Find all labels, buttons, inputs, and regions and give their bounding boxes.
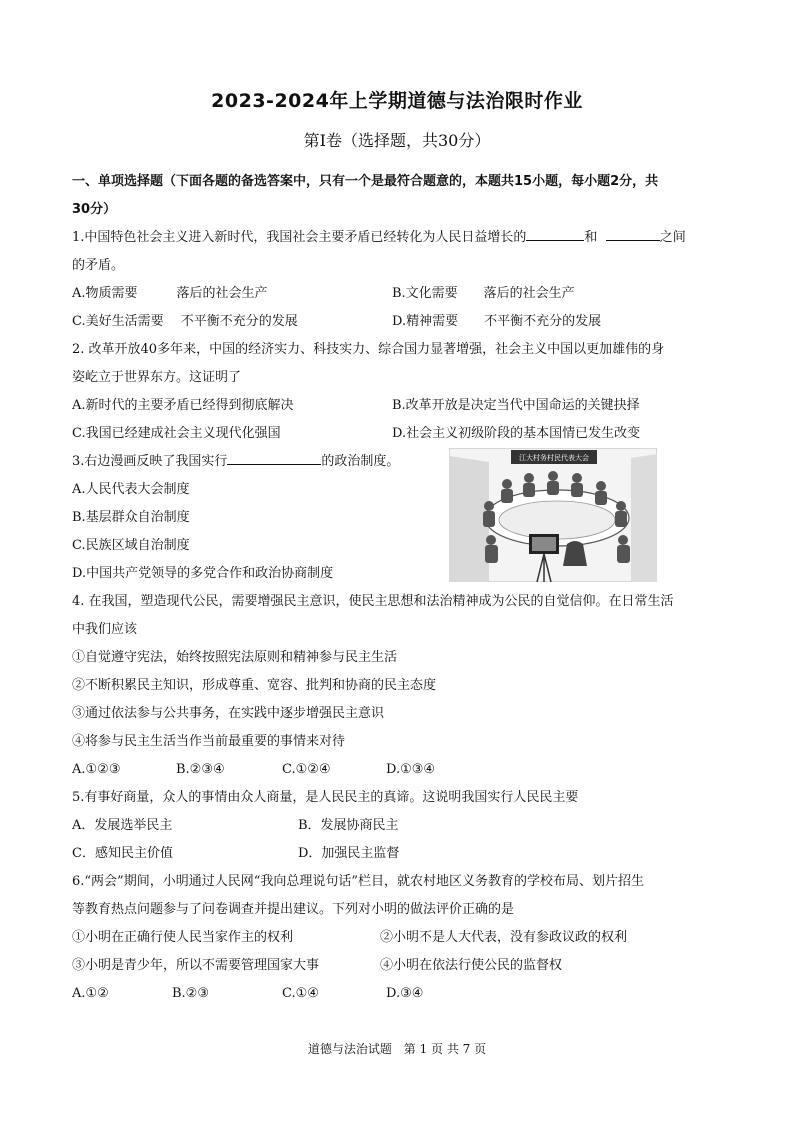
person-head: [484, 501, 494, 511]
footer-page-number: 第 1 页 共 7 页: [403, 1042, 487, 1056]
person-body: [547, 481, 559, 495]
option-b: B.改革开放是决定当代中国命运的关键抉择: [392, 398, 640, 413]
statement-2: ②小明不是人大代表，没有参政议政的权利: [380, 930, 628, 945]
question-1-stem: 1.中国特色社会主义进入新时代，我国社会主要矛盾已经转化为人民日益增长的 和 之间: [72, 224, 724, 252]
person-head: [548, 471, 558, 481]
question-2-options-row: [72, 420, 724, 448]
page-title: 2023-2024年上学期道德与法治限时作业: [211, 90, 583, 112]
option-b: B.基层群众自治制度: [72, 510, 190, 525]
statement-1: ①自觉遵守宪法，始终按照宪法原则和精神参与民主生活: [72, 650, 398, 665]
person-body: [485, 545, 498, 563]
option-b: B.②③④: [176, 762, 225, 777]
statement-1: ①小明在正确行使人民当家作主的权利: [72, 930, 294, 945]
question-6-stem-cont: 等教育热点问题参与了问卷调查并提出建议。下列对小明的做法评价正确的是: [72, 902, 515, 917]
statement-4: ④小明在依法行使公民的监督权: [380, 958, 563, 973]
option-b: B.文化需要 落后的社会生产: [392, 286, 575, 301]
camera-screen: [532, 537, 556, 551]
statement-3: ③小明是青少年，所以不需要管理国家大事: [72, 958, 320, 973]
person-head: [486, 535, 496, 545]
option-d: D.社会主义初级阶段的基本国情已发生改变: [392, 426, 641, 441]
question-4-stem-cont: 中我们应该: [72, 622, 138, 637]
option-d: D.①③④: [386, 762, 436, 777]
answer-blank: [606, 226, 660, 241]
village-meeting-cartoon: [449, 448, 657, 582]
option-d: D.中国共产党领导的多党合作和政治协商制度: [72, 566, 334, 581]
person-body: [595, 491, 607, 505]
person-head: [502, 479, 512, 489]
person-head: [524, 473, 534, 483]
question-5-options-row: [72, 812, 724, 840]
option-b: B.②③: [172, 986, 209, 1001]
page-footer: [0, 1040, 794, 1057]
person-body: [571, 483, 583, 497]
table-top: [499, 501, 615, 539]
option-c: C.美好生活需要 不平衡不充分的发展: [72, 314, 298, 329]
option-c: C.①②④: [282, 762, 331, 777]
option-a: A．发展选举民主: [72, 818, 173, 833]
exam-content: [72, 168, 724, 1008]
option-a: A.①②: [72, 986, 109, 1001]
question-2-options-row: [72, 392, 724, 420]
option-d: D．加强民主监督: [298, 846, 400, 861]
option-c: C.①④: [282, 986, 319, 1001]
question-5-stem: 5.有事好商量，众人的事情由众人商量，是人民民主的真谛。这说明我国实行人民民主要: [72, 790, 579, 805]
option-c: C.我国已经建成社会主义现代化强国: [72, 426, 281, 441]
question-6-stem: 6.“两会”期间，小明通过人民网“我向总理说句话”栏目，就农村地区义务教育的学校布局、划片招生: [72, 874, 644, 889]
option-d: D.精神需要 不平衡不充分的发展: [392, 314, 602, 329]
question-2-stem-cont: 姿屹立于世界东方。这证明了: [72, 370, 242, 385]
question-4-stem: 4. 在我国，塑造现代公民，需要增强民主意识，使民主思想和法治精神成为公民的自觉信仰。在日常生活: [72, 594, 674, 609]
footer-subject: 道德与法治试题: [307, 1042, 392, 1056]
option-a: A.物质需要 落后的社会生产: [72, 286, 268, 301]
option-c: C．感知民主价值: [72, 846, 173, 861]
section-heading-cont: 30分）: [72, 202, 117, 217]
person-head: [572, 473, 582, 483]
question-6-statements-row: [72, 924, 724, 952]
person-head: [596, 481, 606, 491]
person-body: [617, 545, 630, 563]
option-a: A.人民代表大会制度: [72, 482, 190, 497]
question-2-stem: 2. 改革开放40多年来，中国的经济实力、科技实力、综合国力显著增强，社会主义中国以更加雄伟的身: [72, 342, 665, 357]
option-c: C.民族区域自治制度: [72, 538, 190, 553]
person-body: [483, 511, 495, 527]
question-5-options-row: [72, 840, 724, 868]
question-1-options-row: [72, 308, 724, 336]
answer-blank: [227, 450, 321, 465]
statement-2: ②不断积累民主知识，形成尊重、宽容、批判和协商的民主态度: [72, 678, 437, 693]
option-a: A.新时代的主要矛盾已经得到彻底解决: [72, 398, 294, 413]
question-3-stem: 3.右边漫画反映了我国实行 的政治制度。: [72, 448, 724, 476]
question-4-options-row: [72, 756, 724, 784]
question-6-statements-row: [72, 952, 724, 980]
option-d: D.③④: [386, 986, 424, 1001]
question-1-stem-cont: 的矛盾。: [72, 258, 125, 273]
person-head: [616, 501, 626, 511]
page-subtitle: 第Ⅰ卷（选择题，共30分）: [303, 131, 491, 150]
statement-3: ③通过依法参与公共事务，在实践中逐步增强民主意识: [72, 706, 385, 721]
person-body: [615, 511, 627, 527]
person-body: [501, 489, 513, 503]
cartoon-right-wall: [631, 454, 657, 582]
section-heading: 一、单项选择题（下面各题的备选答案中，只有一个是最符合题意的，本题共15小题，每小题2分，共: [72, 174, 659, 189]
option-a: A.①②③: [72, 762, 121, 777]
option-b: B．发展协商民主: [298, 818, 399, 833]
question-6-options-row: [72, 980, 724, 1008]
answer-blank: [526, 226, 584, 241]
cartoon-banner-text: 江大村务村民代表大会: [519, 454, 589, 462]
question-1-options-row: [72, 280, 724, 308]
statement-4: ④将参与民主生活当作当前最重要的事情来对待: [72, 734, 346, 749]
person-head: [618, 535, 628, 545]
person-body: [523, 483, 535, 497]
